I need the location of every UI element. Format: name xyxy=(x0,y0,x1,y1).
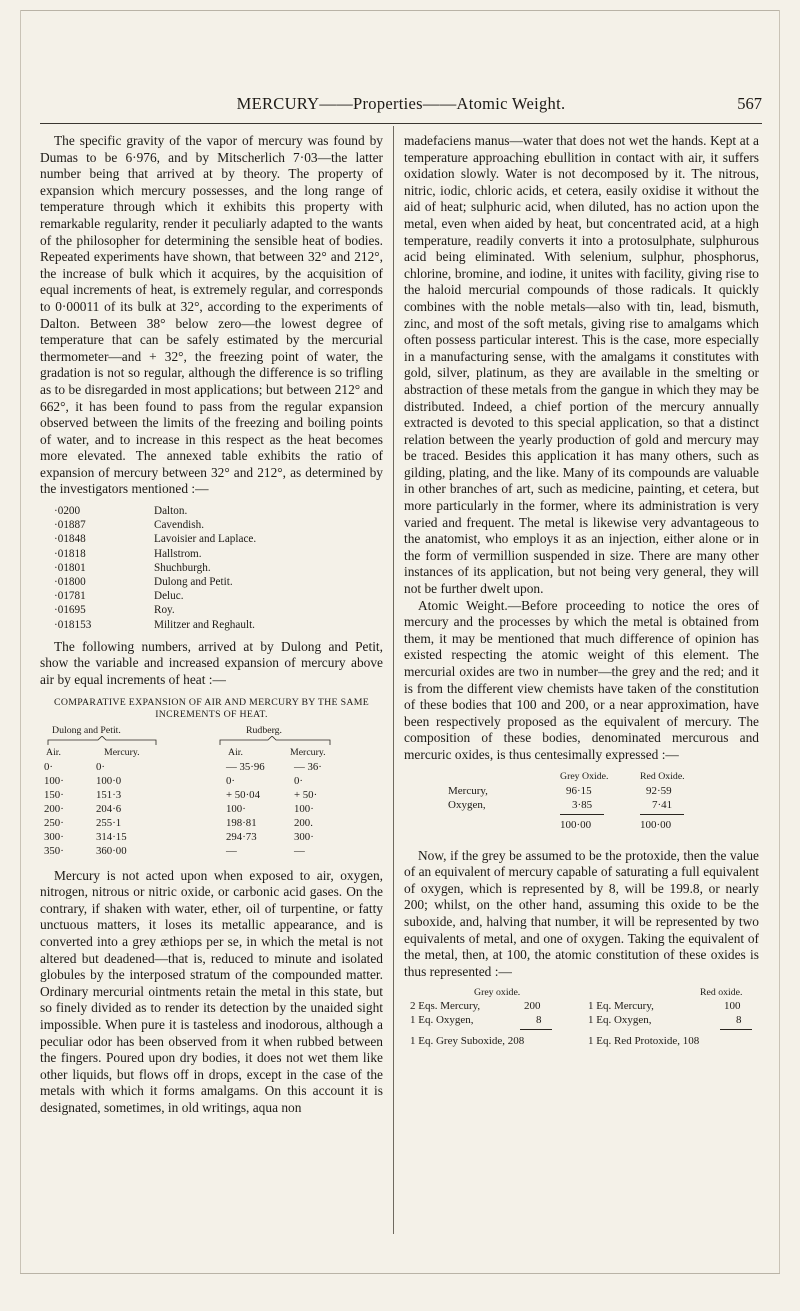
equiv-total-red: 1 Eq. Red Protoxide, 108 xyxy=(588,1035,700,1048)
oxide-red-mercury: 92·59 xyxy=(646,784,672,797)
expansion-ratio-list xyxy=(54,504,383,632)
table-cell: 255·1 xyxy=(96,816,122,829)
page-header xyxy=(40,94,762,116)
equiv-header-red: Red oxide. xyxy=(700,987,743,999)
oxide-grey-mercury: 96·15 xyxy=(566,784,592,797)
oxide-red-oxygen: 7·41 xyxy=(652,798,673,811)
equiv-right-row-2-label: 1 Eq. Oxygen, xyxy=(588,1014,652,1027)
expansion-ratio-investigator: Hallstrom. xyxy=(154,547,202,560)
table-cell: — xyxy=(226,844,237,857)
table-cell: 100· xyxy=(294,802,314,815)
table-cell: 150· xyxy=(44,788,64,801)
oxide-composition-table xyxy=(404,770,759,840)
expansion-ratio-row: ·01695 Roy. xyxy=(54,604,175,617)
table-header-mercury-1: Mercury. xyxy=(104,746,140,758)
paragraph-protoxide: Now, if the grey be assumed to be the protoxide, then the value of an equivalent of mercury capable of saturating a full equivalent of oxygen, which is represented by 8, will be 199.8, or nearly 200; whilst, on the other hand, assuming this oxide to be the suboxide, and, halving that number, it will be represented by two equivalents of metal, and one of oxygen. Taking the equivalent of the metal, then, at 100, the atomic constitution of these oxides is thus represented :— xyxy=(404,847,759,979)
table-cell: 0· xyxy=(226,774,235,787)
expansion-ratio-row: ·01800 Dulong and Petit. xyxy=(54,576,233,589)
table-cell: 0· xyxy=(294,774,303,787)
equiv-left-row-1-label: 2 Eqs. Mercury, xyxy=(410,1000,481,1013)
equiv-sum-rule-left xyxy=(520,1029,552,1030)
table-header-air-2: Air. xyxy=(228,746,243,758)
expansion-ratio-row: ·018153 Militzer and Reghault. xyxy=(54,618,255,631)
expansion-table xyxy=(40,724,383,860)
equiv-left-row-1-value: 200 xyxy=(524,1000,541,1013)
page-border-left xyxy=(20,10,21,1273)
equiv-right-row-2-value: 8 xyxy=(736,1014,742,1027)
expansion-ratio-row: ·01848 Lavoisier and Laplace. xyxy=(54,533,257,546)
table-cell: 0· xyxy=(96,760,105,773)
paragraph-uses: madefaciens manus—water that does not wet the hands. Kept at a temperature approaching ebullition in contact with air, it suffers oxidation slowly. Water is not decomposed by it. The nitrous, nitric, iodic, chloric acids, et cetera, easily oxidise it without the aid of heat; sulphuric acid, when diluted, has no action upon the metal, even when aided by heat, but concentrated acid, at a high temperature, readily converts it into a protosulphate, sulphurous acid being eliminated. With selenium, sulphur, phosphorus, chlorine, bromine, and iodine, it unites with facility, giving rise to the haloid mercurial compounds of those radicals. It quickly combines with the noble metals—also with tin, lead, bismuth, zinc, and most of the soft metals, giving rise to amalgams which often possess particular interest. This is the case, more especially in a manufacturing sense, with the amalgams it constitutes with gold, silver, platinum, as they are available in the smelting or abstraction of these metals from the gangue in which they may be distributed. Indeed, a chief portion of the mercury annually extracted is devoted to this special application, so that a distinct relation between the yearly production of gold and mercury may be traced. Besides this application it has many others, such as gilding, plating, and the like. Many of its compounds are valuable in other branches of art, such as medicine, painting, et cetera, but more particularly in the former, where its administration is very varied and frequent. The metal is likewise very advantageous to the anatomist, who employs it as an injection, either alone or in the form of vermillion suspended in size. There are many other instances of its application, but not being very general, they will not be further dwelt upon. xyxy=(404,133,759,597)
equiv-right-row-1-label: 1 Eq. Mercury, xyxy=(588,1000,654,1013)
table-header-air-1: Air. xyxy=(46,746,61,758)
oxide-total-grey: 100·00 xyxy=(560,818,592,831)
oxide-header-grey: Grey Oxide. xyxy=(560,770,609,782)
equivalents-table xyxy=(404,986,759,1050)
table-cell: 0· xyxy=(44,760,53,773)
column-divider xyxy=(393,126,394,1234)
oxide-label-mercury: Mercury, xyxy=(448,784,488,797)
header-rule xyxy=(40,123,762,124)
oxide-sum-rule-red xyxy=(640,814,684,815)
table-group-dulong-petit: Dulong and Petit. xyxy=(52,724,121,736)
table-header-mercury-2: Mercury. xyxy=(290,746,326,758)
oxide-sum-rule-grey xyxy=(560,814,604,815)
table-cell: 198·81 xyxy=(226,816,257,829)
footer-rule xyxy=(20,1273,780,1274)
table-cell: — 36· xyxy=(294,760,322,773)
expansion-ratio-investigator: Militzer and Reghault. xyxy=(154,618,255,631)
expansion-ratio-row: ·01818 Hallstrom. xyxy=(54,547,202,560)
expansion-ratio-investigator: Dalton. xyxy=(154,505,188,518)
equiv-total-grey: 1 Eq. Grey Suboxide, 208 xyxy=(410,1035,525,1048)
table-cell: 314·15 xyxy=(96,830,127,843)
table-cell: 200· xyxy=(44,802,64,815)
table-cell: 100·0 xyxy=(96,774,122,787)
expansion-ratio-row: ·01887 Cavendish. xyxy=(54,519,205,532)
right-column xyxy=(404,133,759,1050)
table-group-braces xyxy=(40,736,383,746)
paragraph-dulong-petit: The following numbers, arrived at by Dulong and Petit, show the variable and increased expansion of mercury above air by equal increments of heat :— xyxy=(40,638,383,688)
expansion-ratio-row: ·0200 Dalton. xyxy=(54,505,188,518)
paragraph-specific-gravity: The specific gravity of the vapor of mercury was found by Dumas to be 6·976, and by Mitscherlich 7·03—the latter number being that arrived at by theory. The property of expansion which mercury possesses, and the long range of temperature through which it exhibits this property with remarkable regularity, render it peculiarly adapted to the wants of the philosopher for determining the sensible heat of bodies. Repeated experiments have shown, that between 32° and 212°, the increase of bulk which it acquires, by the acquisition of equal increments of heat, is extremely regular, and corresponds to 0·00011 of its bulk at 32°, according to the experiments of Dalton. Between 38° below zero—the lowest degree of temperature that can be safely estimated by the mercurial thermometer—and + 32°, the freezing point of water, the gradation is not so regular, although the difference is so trifling as to be disregarded in most applications; but between 212° and 662°, it has been found to pass from the regular expansion observed between the limits of the freezing and boiling points of water, and to increase in this respect as the heat becomes more elevated. The annexed table exhibits the ratio of expansion of mercury between 32° and 212°, as determined by the investigators mentioned :— xyxy=(40,133,383,497)
expansion-ratio-row: ·01781 Deluc. xyxy=(54,590,184,603)
table-cell: 151·3 xyxy=(96,788,122,801)
running-title: MERCURY——Properties——Atomic Weight. xyxy=(236,94,566,113)
expansion-ratio-investigator: Dulong and Petit. xyxy=(154,576,233,589)
expansion-ratio-row: ·01801 Shuchburgh. xyxy=(54,561,211,574)
table-cell: + 50· xyxy=(294,788,318,801)
table-cell: 350· xyxy=(44,844,64,857)
table-cell: 360·00 xyxy=(96,844,127,857)
page-border-right xyxy=(779,10,780,1273)
table-cell: — xyxy=(294,844,305,857)
equiv-sum-rule-right xyxy=(720,1029,752,1030)
table-cell: 204·6 xyxy=(96,802,122,815)
equiv-right-row-1-value: 100 xyxy=(724,1000,741,1013)
expansion-ratio-investigator: Roy. xyxy=(154,604,175,617)
table-cell: 100· xyxy=(44,774,64,787)
table-cell: 250· xyxy=(44,816,64,829)
table-cell: 100· xyxy=(226,802,246,815)
expansion-ratio-investigator: Lavoisier and Laplace. xyxy=(154,533,257,546)
table-cell: 300· xyxy=(44,830,64,843)
expansion-ratio-investigator: Shuchburgh. xyxy=(154,561,211,574)
table-cell: 294·73 xyxy=(226,830,257,843)
table-cell: 300· xyxy=(294,830,314,843)
page-number: 567 xyxy=(737,94,762,113)
expansion-ratio-investigator: Deluc. xyxy=(154,590,184,603)
paragraph-atomic-weight: Atomic Weight.—Before proceeding to notice the ores of mercury and the processes by which the metal is obtained from them, it may be mentioned that much difference of opinion has existed respecting the atomic weight of this element. The mercurial oxides are two in number—the grey and the red; and it is from the different view chemists have taken of the constitution of these bodies that 100 and 200, or a near approximation, have been respectively proposed as the equivalent of mercury. The composition of these bodies, denominated mercurous and mercuric oxides, is thus centesimally expressed :— xyxy=(404,597,759,762)
equiv-left-row-2-value: 8 xyxy=(536,1014,542,1027)
oxide-label-oxygen: Oxygen, xyxy=(448,798,486,811)
page-border xyxy=(20,10,780,11)
table-group-rudberg: Rudberg. xyxy=(246,724,283,736)
equiv-header-grey: Grey oxide. xyxy=(474,987,521,999)
equiv-left-row-2-label: 1 Eq. Oxygen, xyxy=(410,1014,474,1027)
expansion-ratio-investigator: Cavendish. xyxy=(154,519,205,532)
oxide-total-red: 100·00 xyxy=(640,818,672,831)
table-cell: — 35·96 xyxy=(226,760,265,773)
table-cell: + 50·04 xyxy=(226,788,260,801)
table-cell: 200. xyxy=(294,816,313,829)
oxide-header-red: Red Oxide. xyxy=(640,770,685,782)
left-column xyxy=(40,133,383,1117)
table-caption: COMPARATIVE EXPANSION OF AIR AND MERCURY BY THE SAME INCREMENTS OF HEAT. xyxy=(53,696,369,720)
paragraph-mercury-properties: Mercury is not acted upon when exposed to air, oxygen, nitrogen, nitrous or nitric oxide, or carbonic acid gases. On the contrary, if shaken with water, ether, oil of turpentine, or fatty unctuous matters, it loses its metallic appearance, and is converted into a grey æthiops per se, in which the metal is not altered but deadened—that is, reduced to minute and isolated globules by the interposed stratum of the compounded matter. Ordinary mercurial ointments retain the metal in this state, but so finely divided as to render its detection by the unaided sight impossible. When pure it is tasteless and inodorous, although a peculiar odor has been observed from it when rubbed between the fingers. Poured upon dry bodies, it does not wet them like other liquids, but flows off in drops, except in the case of the metals with which it forms amalgams. On this account it is designated, sometimes, in old writings, aqua non xyxy=(40,867,383,1115)
oxide-grey-oxygen: 3·85 xyxy=(572,798,593,811)
